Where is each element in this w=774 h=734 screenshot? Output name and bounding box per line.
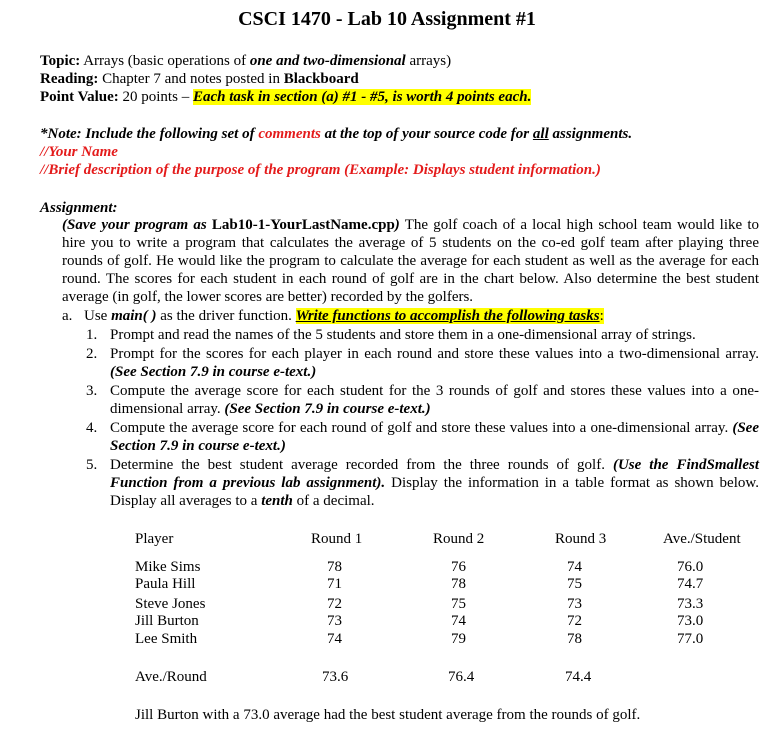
task-a-text2: as the driver function. xyxy=(156,308,296,324)
task5-text-b: Display the information in a table format as shown below. Display all averages to a xyxy=(110,475,759,509)
table-cell-avg: 77.0 xyxy=(677,631,704,647)
table-header-avg-student: Ave./Student xyxy=(663,531,741,547)
point-value-label: Point Value: xyxy=(40,89,119,105)
table-cell-round3: 74 xyxy=(567,559,582,575)
task-item xyxy=(86,456,759,510)
table-cell-avg: 76.0 xyxy=(677,559,704,575)
note-text-a: *Note: Include the following set of xyxy=(40,126,259,142)
task-text: Prompt for the scores for each player in each round and store these values into a two-dimensional array. xyxy=(110,346,759,362)
table-cell-player: Lee Smith xyxy=(135,631,198,647)
table-cell-round3: 75 xyxy=(567,576,582,592)
task5-tenth: tenth xyxy=(261,493,293,509)
table-cell-player: Jill Burton xyxy=(135,613,199,629)
assignment-description xyxy=(62,216,759,306)
note-comment-description: //Brief description of the purpose of the program (Example: Displays student information.) xyxy=(40,162,601,178)
reading-bold: Blackboard xyxy=(283,71,359,87)
save-text-b: ) xyxy=(394,217,400,233)
assignment-heading: Assignment: xyxy=(40,200,118,216)
task-item xyxy=(86,326,759,344)
task5-reference: (Use the FindSmallest Function from a previous lab assignment). xyxy=(110,457,759,491)
table-cell-round1: 71 xyxy=(327,576,342,592)
table-cell-round3: 78 xyxy=(567,631,582,647)
task5-text-a: Determine the best student average recorded from the three rounds of golf. xyxy=(110,457,613,473)
task-a-text: Use xyxy=(84,308,112,324)
task-text: Compute the average score for each student for the 3 rounds of golf and stores these values into a one-dimensional array. xyxy=(110,383,759,417)
task5-text-c: of a decimal. xyxy=(292,493,375,509)
table-cell-player: Paula Hill xyxy=(135,576,196,592)
table-cell-player: Mike Sims xyxy=(135,559,201,575)
topic-text-a: Arrays (basic operations of xyxy=(80,53,250,69)
point-value-highlight: Each task in section (a) #1 - #5, is worth 4 points each. xyxy=(192,89,532,105)
table-cell-round2: 78 xyxy=(451,576,466,592)
table-cell-avg: 74.7 xyxy=(677,576,704,592)
task-reference: (See Section 7.9 in course e-text.) xyxy=(110,420,759,454)
topic-emphasis: one and two-dimensional xyxy=(249,53,406,69)
table-cell-round3: 73 xyxy=(567,596,582,612)
page-title: CSCI 1470 - Lab 10 Assignment #1 xyxy=(238,8,536,30)
table-cell-round3: 72 xyxy=(567,613,582,629)
topic-label: Topic: xyxy=(40,53,81,69)
task-a-colon: : xyxy=(599,308,604,324)
point-value-text: 20 points – xyxy=(118,89,193,105)
topic-text-b: arrays) xyxy=(405,53,452,69)
topic-line xyxy=(40,52,451,70)
note-all: all xyxy=(532,126,549,142)
table-cell-round2: 74 xyxy=(451,613,466,629)
table-header-player: Player xyxy=(135,531,174,547)
table-cell-round2: 76 xyxy=(451,559,466,575)
task-item xyxy=(86,382,759,418)
table-cell-avg: 73.0 xyxy=(677,613,704,629)
table-cell-round1: 78 xyxy=(327,559,342,575)
point-value-line xyxy=(40,88,531,106)
save-filename: Lab10-1-YourLastName.cpp xyxy=(211,217,395,233)
table-header-round2: Round 2 xyxy=(433,531,485,547)
table-cell-round1: 74 xyxy=(327,631,342,647)
table-cell-round1: 73 xyxy=(327,613,342,629)
task-list xyxy=(86,326,759,511)
reading-label: Reading: xyxy=(40,71,99,87)
note-line xyxy=(40,125,632,143)
task-a-line xyxy=(62,307,604,325)
task-text: Compute the average score for each round of golf and store these values into a one-dimensional array. xyxy=(110,420,733,436)
table-cell-round2: 75 xyxy=(451,596,466,612)
table-cell-player: Steve Jones xyxy=(135,596,206,612)
table-header-round3: Round 3 xyxy=(555,531,607,547)
task-number: 1. xyxy=(86,327,98,343)
note-text-b: at the top of your source code for xyxy=(320,126,533,142)
note-text-c: assignments. xyxy=(548,126,633,142)
note-comments: comments xyxy=(258,126,321,142)
task-number: 2. xyxy=(86,346,98,362)
reading-text: Chapter 7 and notes posted in xyxy=(98,71,284,87)
task-reference: (See Section 7.9 in course e-text.) xyxy=(110,364,317,380)
task-item xyxy=(86,419,759,455)
task-item xyxy=(86,345,759,381)
table-cell-avg: 73.3 xyxy=(677,596,704,612)
task-a-label: a. xyxy=(62,308,73,324)
task-a-highlight: Write functions to accomplish the following tasks xyxy=(295,308,600,324)
round-avg-2: 76.4 xyxy=(448,669,475,685)
table-cell-round2: 79 xyxy=(451,631,466,647)
task-number: 3. xyxy=(86,383,98,399)
task-number: 5. xyxy=(86,457,98,473)
table-header-round1: Round 1 xyxy=(311,531,363,547)
round-avg-3: 74.4 xyxy=(565,669,592,685)
round-avg-label: Ave./Round xyxy=(135,669,207,685)
table-cell-round1: 72 xyxy=(327,596,342,612)
round-avg-1: 73.6 xyxy=(322,669,349,685)
task-number: 4. xyxy=(86,420,98,436)
description-text: The golf coach of a local high school team would like to hire you to write a program that calculates the average of 5 students on the co-ed golf team after playing three rounds of golf. He would like the program to calculate the average for each student as well as the average for each round. The scores for each student in each round of golf are in the chart below. Also determine the best student average (in golf, the lower scores are better) recorded by the golfers. xyxy=(62,217,759,305)
result-sentence: Jill Burton with a 73.0 average had the best student average from the rounds of golf. xyxy=(135,707,641,723)
save-text-a: (Save your program as xyxy=(62,217,212,233)
task-a-main: main( ) xyxy=(111,308,157,324)
note-comment-name: //Your Name xyxy=(40,144,118,160)
reading-line xyxy=(40,70,359,88)
task-reference: (See Section 7.9 in course e-text.) xyxy=(224,401,431,417)
task-text: Prompt and read the names of the 5 students and store them in a one-dimensional array of strings. xyxy=(110,327,696,343)
